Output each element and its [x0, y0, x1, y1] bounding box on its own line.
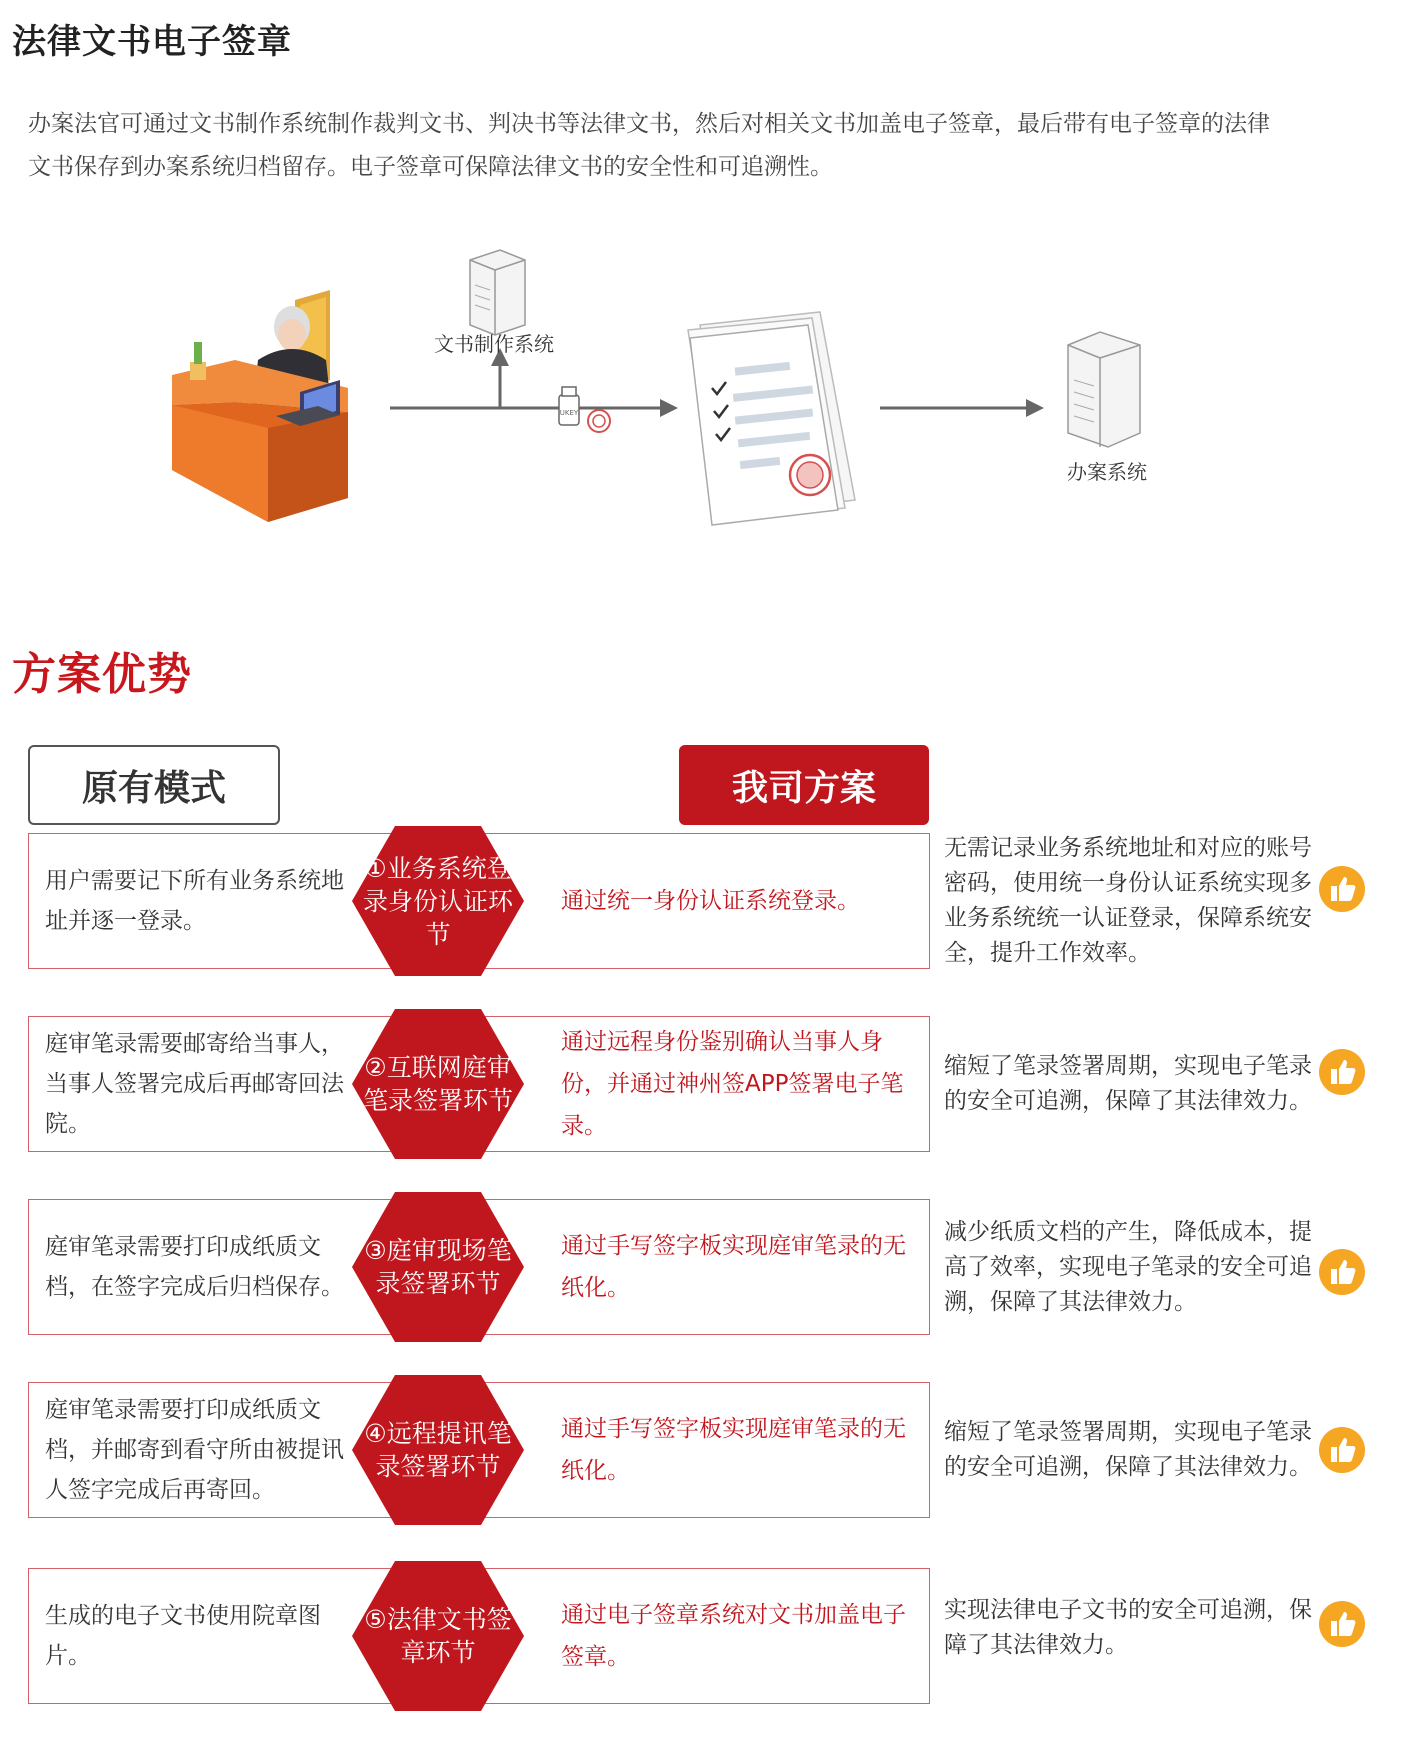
solution-text: 通过手写签字板实现庭审笔录的无纸化。	[561, 1233, 906, 1301]
advantages-title: 方案优势	[12, 649, 192, 700]
case-system-server-icon	[1068, 332, 1140, 447]
stage-hexagon	[352, 1192, 524, 1342]
benefit-text: 无需记录业务系统地址和对应的账号密码，使用统一身份认证系统实现多业务系统统一认证登录，保障系统安全，提升工作效率。	[944, 835, 1312, 966]
stage-hexagon	[352, 1561, 524, 1711]
old-mode-header: 原有模式	[28, 745, 280, 825]
benefit-text: 缩短了笔录签署周期，实现电子笔录的安全可追溯，保障了其法律效力。	[944, 1419, 1312, 1480]
thumbs-up-icon	[1318, 1248, 1366, 1296]
intro-paragraph	[28, 103, 1368, 189]
thumbs-up-icon	[1318, 1048, 1366, 1096]
stage-label: ①业务系统登录身份认证环节	[362, 853, 513, 949]
our-solution-header: 我司方案	[679, 745, 929, 825]
ukey-label: UKEY	[559, 409, 579, 417]
stage-label: ③庭审现场笔录签署环节	[364, 1236, 512, 1298]
seal-small-icon	[588, 410, 610, 432]
benefit-text: 缩短了笔录签署周期，实现电子笔录的安全可追溯，保障了其法律效力。	[944, 1053, 1312, 1114]
old-mode-text: 庭审笔录需要打印成纸质文档，在签字完成后归档保存。	[45, 1234, 344, 1300]
intro-line: 文书保存到办案系统归档留存。电子签章可保障法律文书的安全性和可追溯性。	[28, 154, 833, 180]
old-mode-text: 生成的电子文书使用院章图片。	[45, 1603, 321, 1669]
stage-hexagon	[352, 1009, 524, 1159]
old-mode-text: 用户需要记下所有业务系统地址并逐一登录。	[45, 868, 344, 934]
page-title: 法律文书电子签章	[12, 22, 292, 62]
solution-text: 通过统一身份认证系统登录。	[561, 888, 860, 914]
stage-hexagon	[352, 826, 524, 976]
solution-text: 通过电子签章系统对文书加盖电子签章。	[561, 1602, 906, 1670]
stage-hexagon	[352, 1375, 524, 1525]
thumbs-up-icon	[1318, 1600, 1366, 1648]
doc-system-server-icon	[470, 250, 525, 335]
old-mode-text: 庭审笔录需要打印成纸质文档，并邮寄到看守所由被提讯人签字完成后再寄回。	[45, 1397, 344, 1503]
case-system-label: 办案系统	[1067, 460, 1147, 484]
intro-line: 办案法官可通过文书制作系统制作裁判文书、判决书等法律文书，然后对相关文书加盖电子签章，最后带有电子签章的法律	[28, 111, 1270, 137]
judge-desk-illustration	[172, 290, 348, 522]
ukey-icon	[559, 387, 579, 425]
thumbs-up-icon	[1318, 1426, 1366, 1474]
thumbs-up-icon	[1318, 865, 1366, 913]
stage-label: ⑤法律文书签章环节	[364, 1605, 512, 1667]
solution-text: 通过远程身份鉴别确认当事人身份，并通过神州签APP签署电子笔录。	[561, 1029, 904, 1139]
stage-label: ②互联网庭审笔录签署环节	[362, 1053, 513, 1115]
old-mode-text: 庭审笔录需要邮寄给当事人，当事人签署完成后再邮寄回法院。	[45, 1031, 344, 1137]
benefit-text: 实现法律电子文书的安全可追溯，保障了其法律效力。	[944, 1597, 1312, 1658]
flow-diagram	[0, 230, 1412, 560]
stage-label: ④远程提讯笔录签署环节	[364, 1419, 512, 1481]
solution-text: 通过手写签字板实现庭审笔录的无纸化。	[561, 1416, 906, 1484]
doc-system-label: 文书制作系统	[434, 332, 554, 356]
sealed-document-illustration	[688, 312, 855, 525]
benefit-text: 减少纸质文档的产生，降低成本，提高了效率，实现电子笔录的安全可追溯，保障了其法律效力。	[944, 1218, 1312, 1315]
flow-diagram-graphics	[0, 230, 1412, 560]
